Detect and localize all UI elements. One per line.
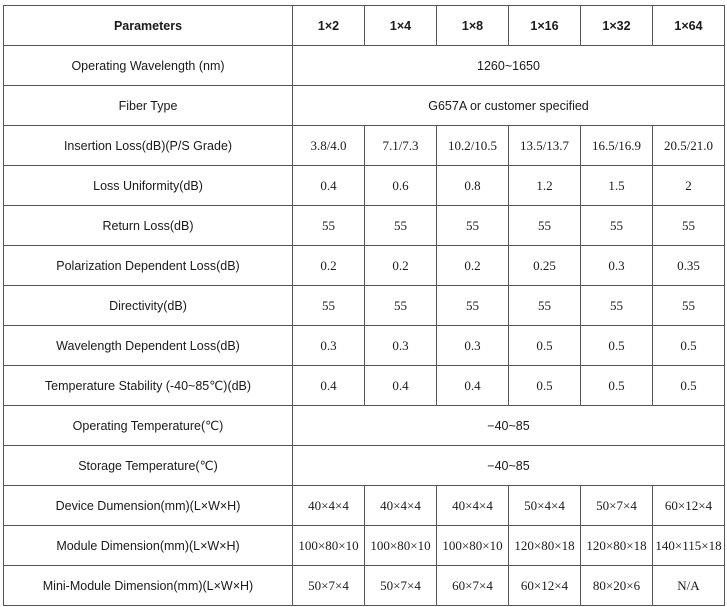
value-cell: 0.2 — [365, 246, 437, 286]
header-parameters: Parameters — [4, 6, 293, 46]
merged-value-cell: 1260~1650 — [293, 46, 725, 86]
value-cell: 55 — [365, 206, 437, 246]
value-cell: 120×80×18 — [581, 526, 653, 566]
value-cell: 120×80×18 — [509, 526, 581, 566]
row-label: Fiber Type — [4, 86, 293, 126]
value-cell: 100×80×10 — [365, 526, 437, 566]
value-cell: 100×80×10 — [293, 526, 365, 566]
value-cell: 1.5 — [581, 166, 653, 206]
table-row — [4, 566, 725, 606]
value-cell: 50×4×4 — [509, 486, 581, 526]
header-1x64: 1×64 — [653, 6, 725, 46]
header-row — [4, 6, 725, 46]
value-cell: 10.2/10.5 — [437, 126, 509, 166]
row-label: Mini-Module Dimension(mm)(L×W×H) — [4, 566, 293, 606]
value-cell: 3.8/4.0 — [293, 126, 365, 166]
table-row — [4, 446, 725, 486]
value-cell: 55 — [437, 286, 509, 326]
value-cell: 55 — [365, 286, 437, 326]
value-cell: 0.5 — [581, 326, 653, 366]
value-cell: 0.5 — [653, 326, 725, 366]
table-row — [4, 126, 725, 166]
table-row — [4, 286, 725, 326]
value-cell: 55 — [293, 206, 365, 246]
spec-table — [3, 5, 725, 606]
row-label: Return Loss(dB) — [4, 206, 293, 246]
value-cell: 80×20×6 — [581, 566, 653, 606]
table-row — [4, 486, 725, 526]
spec-table-container — [3, 5, 725, 606]
value-cell: 55 — [581, 286, 653, 326]
table-row — [4, 46, 725, 86]
value-cell: 0.3 — [437, 326, 509, 366]
value-cell: 55 — [653, 206, 725, 246]
value-cell: 0.5 — [509, 366, 581, 406]
value-cell: 7.1/7.3 — [365, 126, 437, 166]
value-cell: 55 — [509, 286, 581, 326]
header-1x8: 1×8 — [437, 6, 509, 46]
row-label: Directivity(dB) — [4, 286, 293, 326]
value-cell: 0.8 — [437, 166, 509, 206]
value-cell: 140×115×18 — [653, 526, 725, 566]
value-cell: 40×4×4 — [365, 486, 437, 526]
value-cell: 0.4 — [293, 166, 365, 206]
table-row — [4, 166, 725, 206]
value-cell: 2 — [653, 166, 725, 206]
value-cell: 55 — [293, 286, 365, 326]
value-cell: 0.4 — [437, 366, 509, 406]
value-cell: 40×4×4 — [293, 486, 365, 526]
value-cell: 16.5/16.9 — [581, 126, 653, 166]
value-cell: 0.2 — [293, 246, 365, 286]
row-label: Polarization Dependent Loss(dB) — [4, 246, 293, 286]
value-cell: 60×12×4 — [509, 566, 581, 606]
merged-value-cell: −40~85 — [293, 446, 725, 486]
table-row — [4, 206, 725, 246]
header-1x2: 1×2 — [293, 6, 365, 46]
row-label: Storage Temperature(℃) — [4, 446, 293, 486]
value-cell: 40×4×4 — [437, 486, 509, 526]
value-cell: 0.3 — [581, 246, 653, 286]
value-cell: 0.25 — [509, 246, 581, 286]
value-cell: 55 — [509, 206, 581, 246]
value-cell: 0.5 — [509, 326, 581, 366]
value-cell: 0.35 — [653, 246, 725, 286]
table-row — [4, 86, 725, 126]
value-cell: 50×7×4 — [293, 566, 365, 606]
header-1x16: 1×16 — [509, 6, 581, 46]
value-cell: N/A — [653, 566, 725, 606]
value-cell: 50×7×4 — [581, 486, 653, 526]
row-label: Insertion Loss(dB)(P/S Grade) — [4, 126, 293, 166]
value-cell: 100×80×10 — [437, 526, 509, 566]
row-label: Loss Uniformity(dB) — [4, 166, 293, 206]
row-label: Operating Temperature(℃) — [4, 406, 293, 446]
header-1x4: 1×4 — [365, 6, 437, 46]
value-cell: 0.5 — [581, 366, 653, 406]
value-cell: 55 — [653, 286, 725, 326]
value-cell: 60×7×4 — [437, 566, 509, 606]
value-cell: 20.5/21.0 — [653, 126, 725, 166]
value-cell: 60×12×4 — [653, 486, 725, 526]
row-label: Wavelength Dependent Loss(dB) — [4, 326, 293, 366]
table-row — [4, 366, 725, 406]
value-cell: 55 — [581, 206, 653, 246]
table-row — [4, 246, 725, 286]
value-cell: 0.6 — [365, 166, 437, 206]
value-cell: 55 — [437, 206, 509, 246]
row-label: Temperature Stability (-40~85℃)(dB) — [4, 366, 293, 406]
row-label: Device Dumension(mm)(L×W×H) — [4, 486, 293, 526]
value-cell: 0.5 — [653, 366, 725, 406]
value-cell: 0.4 — [293, 366, 365, 406]
table-row — [4, 526, 725, 566]
table-row — [4, 326, 725, 366]
row-label: Operating Wavelength (nm) — [4, 46, 293, 86]
value-cell: 50×7×4 — [365, 566, 437, 606]
merged-value-cell: G657A or customer specified — [293, 86, 725, 126]
table-body — [4, 46, 725, 606]
value-cell: 1.2 — [509, 166, 581, 206]
value-cell: 0.2 — [437, 246, 509, 286]
table-row — [4, 406, 725, 446]
value-cell: 13.5/13.7 — [509, 126, 581, 166]
header-1x32: 1×32 — [581, 6, 653, 46]
value-cell: 0.3 — [365, 326, 437, 366]
merged-value-cell: −40~85 — [293, 406, 725, 446]
value-cell: 0.3 — [293, 326, 365, 366]
row-label: Module Dimension(mm)(L×W×H) — [4, 526, 293, 566]
value-cell: 0.4 — [365, 366, 437, 406]
